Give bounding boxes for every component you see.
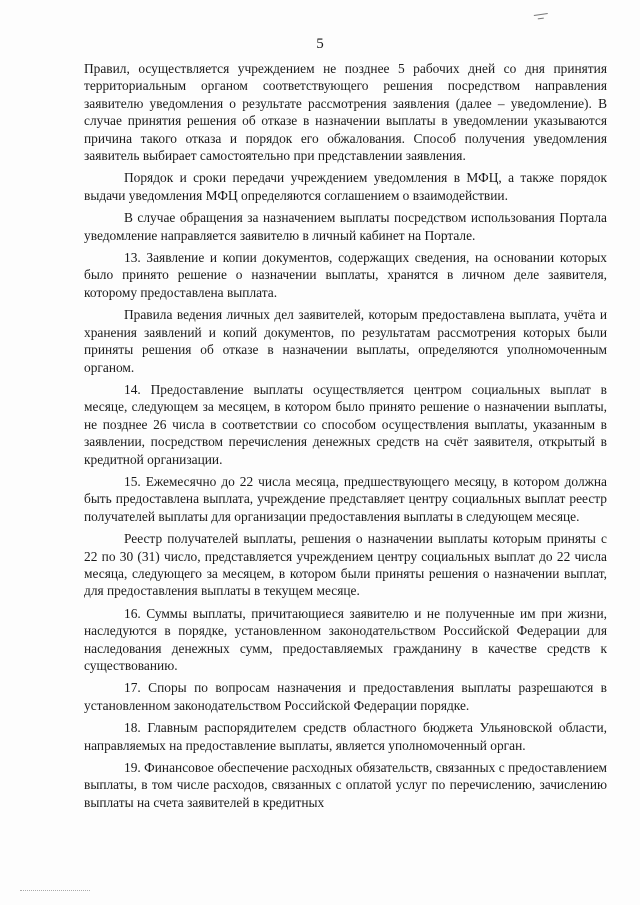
- paragraph: В случае обращения за назначением выплаты посредством использования Портала уведомление направляется заявителю в личный кабинет на Портале.: [84, 210, 607, 243]
- paragraph-item-18: 18. Главным распорядителем средств областного бюджета Ульяновской области, направляемых на предоставление выплаты, является уполномоченный орган.: [84, 720, 607, 753]
- scan-artifact: [20, 890, 90, 891]
- paragraph-item-16: 16. Суммы выплаты, причитающиеся заявителю и не полученные им при жизни, наследуются в порядке, установленном законодательством Российской Федерации для наследования денежных сумм, предоставляемых гражданину в качестве средств к существованию.: [84, 605, 607, 673]
- paragraph: Порядок и сроки передачи учреждением уведомления в МФЦ, а также порядок выдачи уведомления МФЦ определяются соглашением о взаимодействии.: [84, 170, 607, 203]
- document-body: [84, 60, 607, 816]
- scan-artifact: [538, 18, 544, 23]
- paragraph-item-19: 19. Финансовое обеспечение расходных обязательств, связанных с предоставлением выплаты, в том числе расходов, связанных с оплатой услуг по перечислению, зачислению выплаты на счета заявителей в кредитных: [84, 760, 607, 810]
- paragraph-item-14: 14. Предоставление выплаты осуществляется центром социальных выплат в месяце, следующем за месяцем, в котором было принято решение о назначении выплаты, не позднее 26 числа в соответствии со способом осуществления выплаты, указанным в заявлении, посредством перечисления денежных средств на счёт заявителя, открытый в кредитной организации.: [84, 381, 607, 467]
- paragraph-item-13: 13. Заявление и копии документов, содержащих сведения, на основании которых было принято решение о назначении выплаты, хранятся в личном деле заявителя, которому предоставлена выплата.: [84, 250, 607, 300]
- paragraph: Правил, осуществляется учреждением не позднее 5 рабочих дней со дня принятия территориальным органом соответствующего решения посредством направления заявителю уведомления о результате рассмотрения заявления (далее – уведомление). В случае принятия решения об отказе в назначении выплаты в уведомлении указываются причина такого отказа и порядок его обжалования. Способ получения уведомления заявитель выбирает самостоятельно при представлении заявления.: [84, 61, 607, 164]
- paragraph-item-17: 17. Споры по вопросам назначения и предоставления выплаты разрешаются в установленном законодательством Российской Федерации порядке.: [84, 680, 607, 713]
- paragraph: Правила ведения личных дел заявителей, которым предоставлена выплата, учёта и хранения заявлений и копий документов, по результатам рассмотрения которых были приняты решения об отказе в назначении выплаты, определяются уполномоченным органом.: [84, 307, 607, 375]
- page-number: 5: [316, 36, 324, 52]
- paragraph-item-15: 15. Ежемесячно до 22 числа месяца, предшествующего месяцу, в котором должна быть предоставлена выплата, учреждение представляет центру социальных выплат реестр получателей выплаты для организации предоставления выплаты в следующем месяце.: [84, 473, 607, 524]
- paragraph: Реестр получателей выплаты, решения о назначении выплаты которым приняты с 22 по 30 (31) число, представляется учреждением центру социальных выплат до 22 числа месяца, следующего за месяцем, в котором были приняты решения о назначении выплат, для предоставления выплаты в текущем месяце.: [84, 531, 607, 599]
